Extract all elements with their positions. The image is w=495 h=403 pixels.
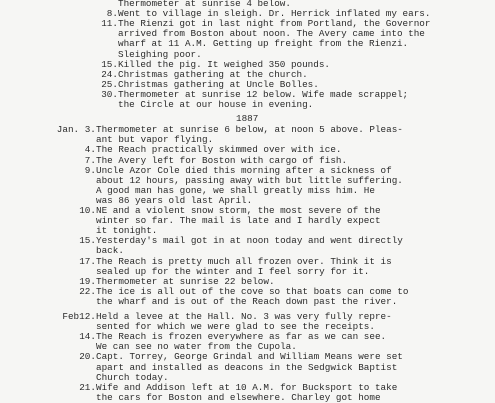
entry-line: was 86 years old last April. xyxy=(96,194,253,206)
entry-line: the cars for Boston and elsewhere. Charley got home xyxy=(96,391,381,403)
year-heading: 1887 xyxy=(236,113,259,125)
entry-line: A good man has gone, we shall greatly miss him. He xyxy=(96,184,375,196)
entry-date: 21. xyxy=(79,381,96,393)
entry-line: Wife and Addison left at 10 A.M. for Bucksport to take xyxy=(96,381,398,393)
entry-line: The Reach is frozen everywhere as far as we can see. xyxy=(96,331,387,343)
entry-line: it tonight. xyxy=(96,225,158,237)
entry-date: 19. xyxy=(79,275,96,287)
entry-line: We can see no water from the Cupola. xyxy=(96,341,297,353)
entry-line: Capt. Torrey, George Grindal and William Means were set xyxy=(96,351,403,363)
entry-date: 11. xyxy=(101,18,118,30)
entry-date: 9. xyxy=(84,164,96,176)
entry-line: Killed the pig. It weighed 350 pounds. xyxy=(118,58,331,70)
entry-date: 25. xyxy=(101,78,118,90)
entry-line: Held a levee at the Hall. No. 3 was very fully repre- xyxy=(96,311,392,322)
entry-line: wharf at 11 A.M. Getting up freight from the Rienzi. xyxy=(118,38,409,50)
entry-line: Thermometer at sunrise 22 below. xyxy=(96,275,275,287)
entry-line: Yesterday's mail got in at noon today and went directly xyxy=(96,235,403,247)
entry-date: 8. xyxy=(106,8,118,20)
entry-line: The ice is all out of the cove so that boats can come to xyxy=(96,285,409,297)
entry-line: arrived from Boston about noon. The Avery came into the xyxy=(118,28,425,40)
entry-date: 20. xyxy=(79,351,96,363)
entry-line: Christmas gathering at Uncle Bolles. xyxy=(118,78,319,90)
entry-line: The Reach practically skimmed over with ice. xyxy=(96,144,342,156)
entry-line: back. xyxy=(96,245,124,257)
entry-line: ant but vapor flying. xyxy=(96,134,214,146)
entry-line: sented for which we were glad to see the receipts. xyxy=(96,321,375,333)
entry-line: Christmas gathering at the church. xyxy=(118,68,308,80)
entry-date: 10. xyxy=(79,205,96,216)
entry-date: 15. xyxy=(79,235,96,247)
entry-date: 17. xyxy=(79,255,96,267)
entry-date: 24. xyxy=(101,68,118,80)
entry-line: Thermometer at sunrise 6 below, at noon 5 above. Pleas- xyxy=(96,124,403,136)
entry-line: Thermometer at sunrise 4 below. xyxy=(118,0,291,9)
entry-date: 14. xyxy=(79,331,96,343)
entry-line: the wharf and is out of the Reach down past the river. xyxy=(96,295,398,307)
entry-line: Thermometer at sunrise 12 below. Wife made scrappel; xyxy=(118,88,409,100)
entry-date: 7. xyxy=(84,154,96,166)
entry-date: 15. xyxy=(101,58,118,70)
entry-line: Church today. xyxy=(96,371,169,383)
entry-line: NE and a violent snow storm, the most severe of the xyxy=(96,205,381,216)
entry-date: Feb12. xyxy=(62,311,96,322)
entry-date: 30. xyxy=(101,88,118,100)
entry-line: The Reach is pretty much all frozen over. Think it is xyxy=(96,255,392,267)
entry-line: The Avery left for Boston with cargo of fish. xyxy=(96,154,348,166)
entry-line: sealed up for the winter and I feel sorry for it. xyxy=(96,265,370,277)
entry-line: The Rienzi got in last night from Portland, the Governor xyxy=(118,18,431,30)
entry-date: 22. xyxy=(79,285,96,297)
entry-line: about 12 hours, passing away with but little suffering. xyxy=(96,174,403,186)
entry-line: apart and installed as deacons in the Sedgwick Baptist xyxy=(96,361,398,373)
entry-date: Jan. 3. xyxy=(56,124,96,136)
entry-line: Sleighing poor. xyxy=(118,48,202,60)
entry-line: the Circle at our house in evening. xyxy=(118,99,314,110)
entry-line: Uncle Azor Cole died this morning after a sickness of xyxy=(96,164,392,176)
entry-line: winter so far. The mail is late and I hardly expect xyxy=(96,215,381,227)
entry-line: Went to village in sleigh. Dr. Herrick inflated my ears. xyxy=(118,8,431,20)
entry-date: 4. xyxy=(84,144,96,156)
